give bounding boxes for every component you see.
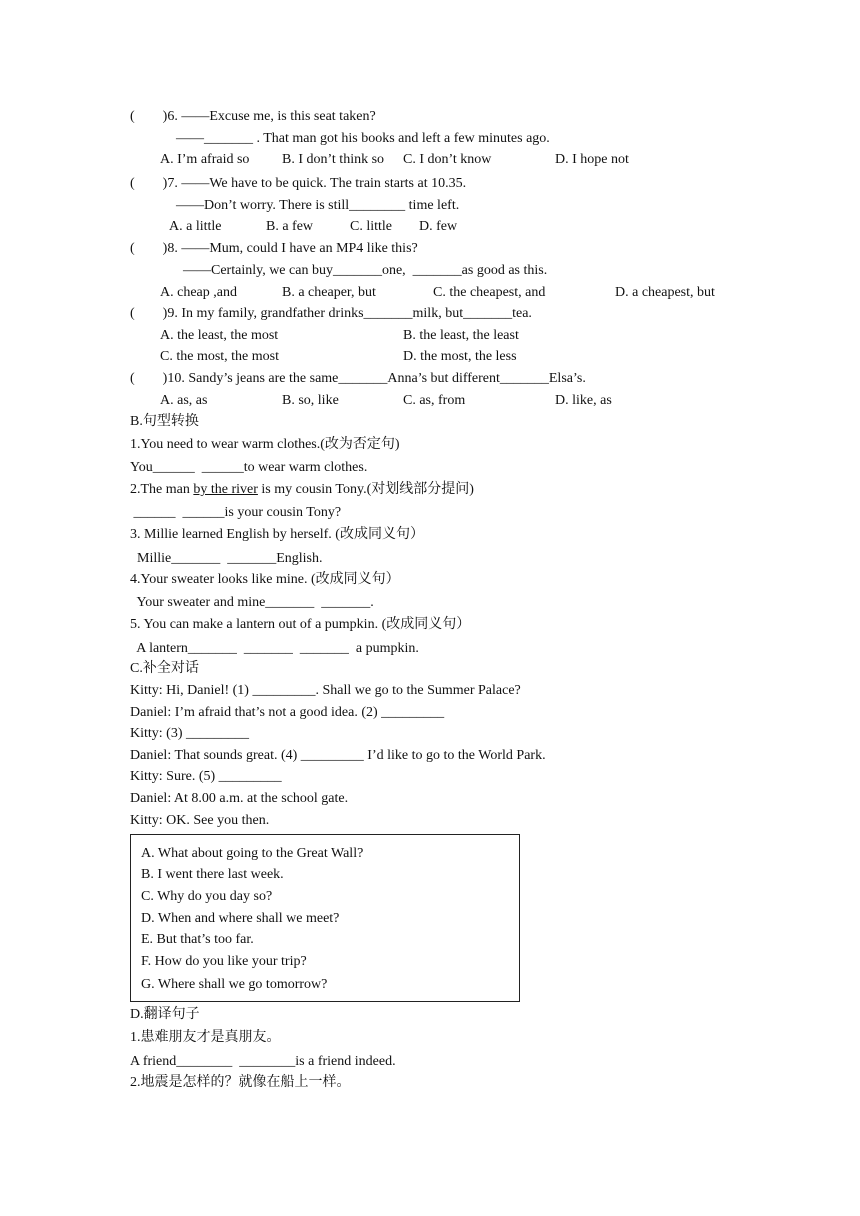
section-d-title: D.翻译句子 (130, 1007, 200, 1022)
question-10-option-b: B. so, like (282, 393, 339, 408)
question-9-option-b: B. the least, the least (403, 328, 519, 343)
translation-1-prompt: 1.患难朋友才是真朋友。 (130, 1030, 281, 1045)
dialogue-line-7: Kitty: OK. See you then. (130, 813, 270, 828)
translation-1-answer: A friend________ ________is a friend indeed. (130, 1054, 396, 1069)
sentence-4-prompt: 4.Your sweater looks like mine. (改成同义句） (130, 572, 400, 587)
question-7-option-c: C. little (350, 219, 392, 234)
section-c-title: C.补全对话 (130, 661, 199, 676)
dialogue-line-4: Daniel: That sounds great. (4) _________ I’d like to go to the World Park. (130, 748, 546, 763)
question-8-option-d: D. a cheapest, but (615, 285, 715, 300)
question-8-reply: ——Certainly, we can buy_______one, _______as good as this. (183, 263, 548, 278)
sentence-1-answer: You______ ______to wear warm clothes. (130, 460, 368, 475)
question-7-option-b: B. a few (266, 219, 314, 234)
question-9-option-c: C. the most, the most (160, 349, 279, 364)
question-6-stem: ( )6. ——Excuse me, is this seat taken? (130, 109, 376, 124)
sentence-3-prompt: 3. Millie learned English by herself. (改成同义句） (130, 527, 424, 542)
sentence-2-prefix: 2.The man (130, 482, 194, 497)
question-8-option-c: C. the cheapest, and (433, 285, 546, 300)
question-6-option-c: C. I don’t know (403, 152, 492, 167)
question-6-option-b: B. I don’t think so (282, 152, 385, 167)
option-b: B. I went there last week. (141, 867, 284, 882)
question-6-option-a: A. I’m afraid so (160, 152, 250, 167)
sentence-2-suffix: is my cousin Tony.(对划线部分提问) (257, 482, 474, 497)
question-10-option-a: A. as, as (160, 393, 208, 408)
dialogue-line-3: Kitty: (3) _________ (130, 726, 249, 741)
sentence-5-prompt: 5. You can make a lantern out of a pumpkin. (改成同义句） (130, 617, 471, 632)
question-7-stem: ( )7. ——We have to be quick. The train starts at 10.35. (130, 176, 467, 191)
translation-2-prompt: 2.地震是怎样的？就像在船上一样。 (130, 1075, 351, 1090)
dialogue-line-5: Kitty: Sure. (5) _________ (130, 769, 282, 784)
sentence-4-answer: Your sweater and mine_______ _______. (130, 595, 374, 610)
option-e: E. But that’s too far. (141, 932, 254, 947)
option-d: D. When and where shall we meet? (141, 911, 340, 926)
option-g: G. Where shall we go tomorrow? (141, 977, 328, 992)
question-10-option-c: C. as, from (403, 393, 466, 408)
option-f: F. How do you like your trip? (141, 954, 307, 969)
dialogue-line-6: Daniel: At 8.00 a.m. at the school gate. (130, 791, 349, 806)
question-6-reply: ——_______ . That man got his books and left a few minutes ago. (176, 131, 550, 146)
sentence-1-prompt: 1.You need to wear warm clothes.(改为否定句) (130, 437, 400, 452)
dialogue-line-1: Kitty: Hi, Daniel! (1) _________. Shall we go to the Summer Palace? (130, 683, 521, 698)
question-6-option-d: D. I hope not (555, 152, 629, 167)
question-8-option-a: A. cheap ,and (160, 285, 237, 300)
question-9-option-d: D. the most, the less (403, 349, 517, 364)
question-8-stem: ( )8. ——Mum, could I have an MP4 like this? (130, 241, 418, 256)
question-7-reply: ——Don’t worry. There is still________ time left. (176, 198, 460, 213)
question-7-option-d: D. few (419, 219, 458, 234)
dialogue-line-2: Daniel: I’m afraid that’s not a good idea. (2) _________ (130, 705, 445, 720)
sentence-2-prompt (130, 481, 474, 499)
option-a: A. What about going to the Great Wall? (141, 846, 364, 861)
sentence-2-underlined-phrase: by the river (193, 482, 258, 497)
sentence-2-answer: ______ ______is your cousin Tony? (130, 505, 342, 520)
question-10-option-d: D. like, as (555, 393, 612, 408)
sentence-5-answer: A lantern_______ _______ _______ a pumpkin. (130, 641, 419, 656)
section-b-title: B.句型转换 (130, 414, 199, 429)
question-7-option-a: A. a little (169, 219, 222, 234)
question-9-option-a: A. the least, the most (160, 328, 279, 343)
option-c: C. Why do you day so? (141, 889, 273, 904)
question-10-stem: ( )10. Sandy’s jeans are the same_______Anna’s but different_______Elsa’s. (130, 371, 586, 386)
sentence-3-answer: Millie_______ _______English. (130, 551, 323, 566)
question-8-option-b: B. a cheaper, but (282, 285, 376, 300)
question-9-stem: ( )9. In my family, grandfather drinks_______milk, but_______tea. (130, 306, 532, 321)
